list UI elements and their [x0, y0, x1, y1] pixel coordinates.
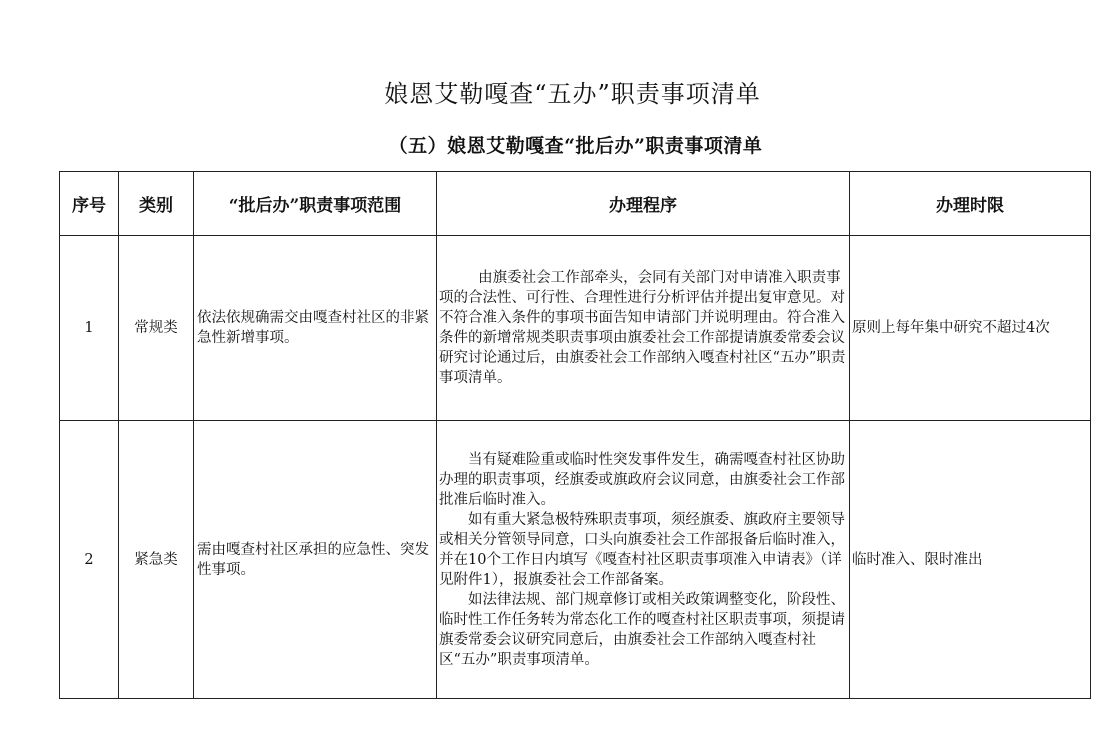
- row-no: 2: [60, 421, 119, 699]
- procedure-paragraph: 如有重大紧急极特殊职责事项，须经旗委、旗政府主要领导或相关分管领导同意，口头向旗委社会工作部报备后临时准入，并在10个工作日内填写《嘎查村社区职责事项准入申请表》（详见附件1），报旗委社会工作部备案。: [439, 511, 845, 588]
- document-title: 娘恩艾勒嘎查“五办”职责事项清单: [384, 80, 761, 108]
- header-no: 序号: [60, 172, 119, 236]
- row-limit: 临时准入、限时准出: [850, 421, 1091, 699]
- row-scope: 依法依规确需交由嘎查村社区的非紧急性新增事项。: [194, 236, 437, 421]
- document-subtitle: （五）娘恩艾勒嘎查“批后办”职责事项清单: [388, 135, 763, 157]
- table-row: [60, 421, 1091, 699]
- header-category: 类别: [119, 172, 194, 236]
- row-no: 1: [60, 236, 119, 421]
- row-procedure: [437, 421, 850, 699]
- procedure-paragraph: 由旗委社会工作部牵头，会同有关部门对申请准入职责事项的合法性、可行性、合理性进行分析评估并提出复审意见。对不符合准入条件的事项书面告知申请部门并说明理由。符合准入条件的新增常规类职责事项由旗委社会工作部提请旗委常委会议研究讨论通过后，由旗委社会工作部纳入嘎查村社区“五办”职责事项清单。: [439, 270, 846, 386]
- row-limit: 原则上每年集中研究不超过4次: [850, 236, 1091, 421]
- row-procedure: [437, 236, 850, 421]
- procedure-paragraph: 如法律法规、部门规章修订或相关政策调整变化，阶段性、临时性工作任务转为常态化工作的嘎查村社区职责事项，须提请旗委常委会议研究同意后，由旗委社会工作部纳入嘎查村社区“五办”职责事项清单。: [439, 591, 845, 668]
- table-header-row: [60, 172, 1091, 236]
- table-row: [60, 236, 1091, 421]
- header-limit: 办理时限: [850, 172, 1091, 236]
- row-category: 常规类: [119, 236, 194, 421]
- procedure-paragraph: 当有疑难险重或临时性突发事件发生，确需嘎查村社区协助办理的职责事项，经旗委或旗政府会议同意，由旗委社会工作部批准后临时准入。: [439, 451, 845, 508]
- header-scope: “批后办”职责事项范围: [194, 172, 437, 236]
- row-category: 紧急类: [119, 421, 194, 699]
- header-procedure: 办理程序: [437, 172, 850, 236]
- row-scope: 需由嘎查村社区承担的应急性、突发性事项。: [194, 421, 437, 699]
- duties-table: [59, 171, 1091, 699]
